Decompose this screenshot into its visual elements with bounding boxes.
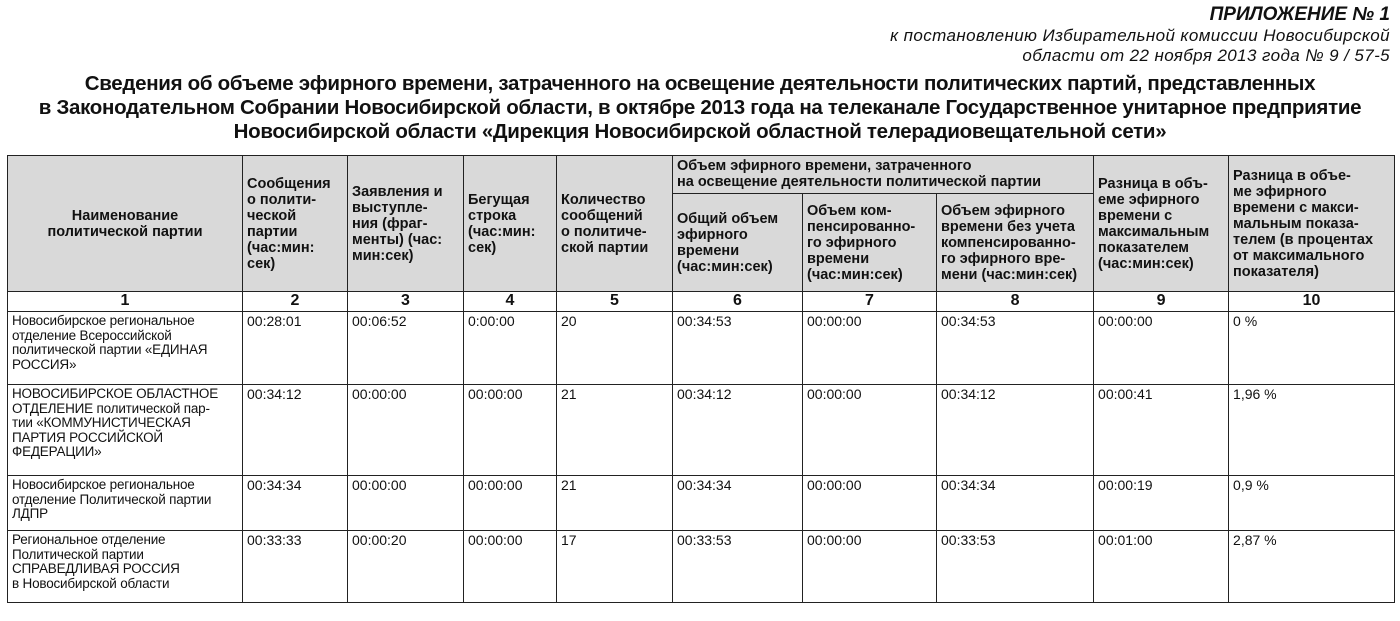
statements-cell: 00:00:20	[348, 531, 464, 603]
column-number: 5	[557, 292, 673, 312]
column-number: 7	[803, 292, 937, 312]
header-messages: Сообщения о полити- ческой партии (час:мин: сек)	[243, 156, 348, 292]
ticker-cell: 00:00:00	[464, 531, 557, 603]
difference-percent-cell: 1,96 %	[1229, 385, 1395, 476]
difference-time-cell: 00:00:19	[1094, 476, 1229, 531]
total-airtime-cell: 00:34:12	[673, 385, 803, 476]
appendix-reference-line-2: области от 22 ноября 2013 года № 9 / 57-5	[1022, 46, 1390, 65]
header-total-airtime: Общий объем эфирного времени (час:мин:сек)	[673, 194, 803, 292]
difference-time-cell: 00:01:00	[1094, 531, 1229, 603]
header-compensated-airtime: Объем ком- пенсированно- го эфирного времени (час:мин:сек)	[803, 194, 937, 292]
compensated-airtime-cell: 00:00:00	[803, 312, 937, 385]
column-number: 2	[243, 292, 348, 312]
table-row	[8, 476, 1395, 531]
statements-cell: 00:00:00	[348, 476, 464, 531]
statements-cell: 00:06:52	[348, 312, 464, 385]
column-number: 9	[1094, 292, 1229, 312]
party-name-cell: НОВОСИБИРСКОЕ ОБЛАСТНОЕ ОТДЕЛЕНИЕ политической пар- тии «КОММУНИСТИЧЕСКАЯ ПАРТИЯ РОССИЙСКОЙ ФЕДЕРАЦИИ»	[8, 385, 243, 476]
messages-cell: 00:33:33	[243, 531, 348, 603]
party-name-cell: Новосибирское региональное отделение Всероссийской политической партии «ЕДИНАЯ РОССИЯ»	[8, 312, 243, 385]
compensated-airtime-cell: 00:00:00	[803, 476, 937, 531]
messages-cell: 00:28:01	[243, 312, 348, 385]
compensated-airtime-cell: 00:00:00	[803, 531, 937, 603]
uncompensated-airtime-cell: 00:34:53	[937, 312, 1094, 385]
column-number: 8	[937, 292, 1094, 312]
title-line-1: Сведения об объеме эфирного времени, затраченного на освещение деятельности политических партий, представленных	[84, 72, 1316, 95]
uncompensated-airtime-cell: 00:34:12	[937, 385, 1094, 476]
ticker-cell: 00:00:00	[464, 385, 557, 476]
header-uncompensated-airtime: Объем эфирного времени без учета компенсированно- го эфирного вре- мени (час:мин:сек)	[937, 194, 1094, 292]
party-name-cell: Новосибирское региональное отделение Политической партии ЛДПР	[8, 476, 243, 531]
column-number: 6	[673, 292, 803, 312]
title-line-2: в Законодательном Собрании Новосибирской области, в октябре 2013 года на телеканале Государственное унитарное предприятие	[38, 96, 1362, 119]
table-row	[8, 385, 1395, 476]
title-line-3: Новосибирской области «Дирекция Новосибирской областной телерадиовещательной сети»	[233, 120, 1167, 143]
airtime-report-table	[7, 155, 1395, 603]
uncompensated-airtime-cell: 00:34:34	[937, 476, 1094, 531]
compensated-airtime-cell: 00:00:00	[803, 385, 937, 476]
messages-cell: 00:34:12	[243, 385, 348, 476]
table-row	[8, 312, 1395, 385]
document-title	[0, 72, 1400, 144]
total-airtime-cell: 00:34:34	[673, 476, 803, 531]
total-airtime-cell: 00:33:53	[673, 531, 803, 603]
header-group-airtime: Объем эфирного времени, затраченного на освещение деятельности политической партии	[673, 156, 1094, 194]
column-number: 3	[348, 292, 464, 312]
ticker-cell: 0:00:00	[464, 312, 557, 385]
message-count-cell: 21	[557, 385, 673, 476]
ticker-cell: 00:00:00	[464, 476, 557, 531]
messages-cell: 00:34:34	[243, 476, 348, 531]
appendix-reference-line-1: к постановлению Избирательной комиссии Новосибирской	[890, 26, 1390, 45]
difference-percent-cell: 2,87 %	[1229, 531, 1395, 603]
statements-cell: 00:00:00	[348, 385, 464, 476]
message-count-cell: 17	[557, 531, 673, 603]
header-statements: Заявления и выступле- ния (фраг- менты) (час: мин:сек)	[348, 156, 464, 292]
message-count-cell: 21	[557, 476, 673, 531]
difference-time-cell: 00:00:41	[1094, 385, 1229, 476]
column-number-row	[8, 292, 1395, 312]
appendix-heading: ПРИЛОЖЕНИЕ № 1	[1209, 4, 1390, 25]
total-airtime-cell: 00:34:53	[673, 312, 803, 385]
column-number: 1	[8, 292, 243, 312]
difference-percent-cell: 0,9 %	[1229, 476, 1395, 531]
message-count-cell: 20	[557, 312, 673, 385]
uncompensated-airtime-cell: 00:33:53	[937, 531, 1094, 603]
difference-time-cell: 00:00:00	[1094, 312, 1229, 385]
difference-percent-cell: 0 %	[1229, 312, 1395, 385]
appendix-block	[890, 4, 1390, 66]
column-number: 10	[1229, 292, 1395, 312]
header-ticker: Бегущая строка (час:мин: сек)	[464, 156, 557, 292]
header-party-name: Наименование политической партии	[8, 156, 243, 292]
column-number: 4	[464, 292, 557, 312]
header-message-count: Количество сообщений о политиче- ской партии	[557, 156, 673, 292]
party-name-cell: Региональное отделение Политической партии СПРАВЕДЛИВАЯ РОССИЯ в Новосибирской области	[8, 531, 243, 603]
header-difference-time: Разница в объ- еме эфирного времени с максимальным показателем (час:мин:сек)	[1094, 156, 1229, 292]
header-difference-percent: Разница в объе- ме эфирного времени с макси- мальным показа- телем (в процентах от максимального показателя)	[1229, 156, 1395, 292]
table-row	[8, 531, 1395, 603]
